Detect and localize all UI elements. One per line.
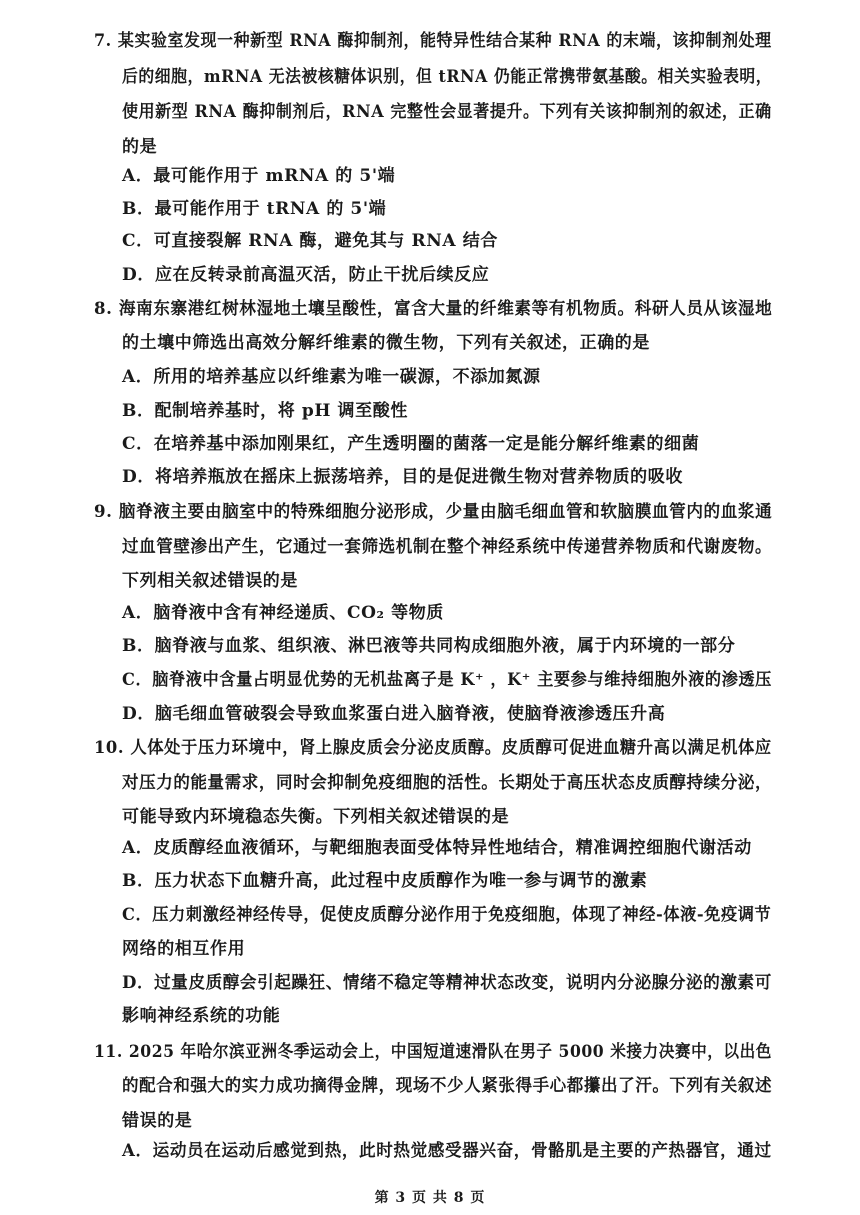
q10-option-c-cont: 网络的相互作用 (122, 939, 246, 959)
q8-line-1: 8. 海南东寨港红树林湿地土壤呈酸性，富含大量的纤维素等有机物质。科研人员从该湿地 (94, 299, 773, 319)
q9-option-c: C．脑脊液中含量占明显优势的无机盐离子是 K⁺ ，K⁺ 主要参与维持细胞外液的渗透压 (122, 670, 772, 690)
q10-option-a: A．皮质醇经血液循环，与靶细胞表面受体特异性地结合，精准调控细胞代谢活动 (122, 838, 752, 858)
q11-line-2: 的配合和强大的实力成功摘得金牌，现场不少人紧张得手心都攥出了汗。下列有关叙述 (122, 1076, 773, 1096)
q9-line-3: 下列相关叙述错误的是 (122, 571, 298, 591)
q7-line-1: 7. 某实验室发现一种新型 RNA 酶抑制剂，能特异性结合某种 RNA 的末端，该抑制剂处理 (94, 31, 772, 51)
q7-line-4: 的是 (122, 137, 158, 157)
q9-line-1: 9. 脑脊液主要由脑室中的特殊细胞分泌形成，少量由脑毛细血管和软脑膜血管内的血浆通 (94, 502, 773, 522)
q11-line-3: 错误的是 (122, 1111, 193, 1131)
q9-option-d: D．脑毛细血管破裂会导致血浆蛋白进入脑脊液，使脑脊液渗透压升高 (122, 704, 666, 724)
q9-number: 9. (94, 502, 113, 522)
q10-line-1: 10. 人体处于压力环境中，肾上腺皮质会分泌皮质醇。皮质醇可促进血糖升高以满足机体应 (94, 738, 772, 758)
q9-option-b: B．脑脊液与血浆、组织液、淋巴液等共同构成细胞外液，属于内环境的一部分 (122, 636, 736, 656)
q8-number: 8. (94, 299, 113, 319)
page-footer: 第 3 页 共 8 页 (374, 1190, 486, 1206)
q7-line-3: 使用新型 RNA 酶抑制剂后，RNA 完整性会显著提升。下列有关该抑制剂的叙述，正确 (122, 102, 772, 122)
q11-line-1: 11. 2025 年哈尔滨亚洲冬季运动会上，中国短道速滑队在男子 5000 米接力决赛中，以出色 (94, 1042, 772, 1062)
q7-option-a: A．最可能作用于 mRNA 的 5'端 (122, 166, 396, 186)
q7-line-2: 后的细胞，mRNA 无法被核糖体识别，但 tRNA 仍能正常携带氨基酸。相关实验表明， (122, 67, 773, 87)
q8-option-a: A．所用的培养基应以纤维素为唯一碳源，不添加氮源 (122, 367, 541, 387)
q10-option-c: C．压力刺激经神经传导，促使皮质醇分泌作用于免疫细胞，体现了神经-体液-免疫调节 (122, 905, 772, 925)
q10-option-b: B．压力状态下血糖升高，此过程中皮质醇作为唯一参与调节的激素 (122, 871, 648, 891)
q7-option-c: C．可直接裂解 RNA 酶，避免其与 RNA 结合 (122, 231, 498, 251)
q8-option-c: C．在培养基中添加刚果红，产生透明圈的菌落一定是能分解纤维素的细菌 (122, 434, 700, 454)
q7-option-b: B．最可能作用于 tRNA 的 5'端 (122, 199, 387, 219)
q11-option-a: A．运动员在运动后感觉到热，此时热觉感受器兴奋，骨骼肌是主要的产热器官，通过 (122, 1141, 772, 1161)
q9-line-2: 过血管壁渗出产生，它通过一套筛选机制在整个神经系统中传递营养物质和代谢废物。 (122, 537, 773, 557)
q8-option-d: D．将培养瓶放在摇床上振荡培养，目的是促进微生物对营养物质的吸收 (122, 467, 683, 487)
q8-line-2: 的土壤中筛选出高效分解纤维素的微生物，下列有关叙述，正确的是 (122, 333, 650, 353)
q8-option-b: B．配制培养基时，将 pH 调至酸性 (122, 401, 408, 421)
q9-option-a: A．脑脊液中含有神经递质、CO₂ 等物质 (122, 603, 444, 623)
q10-option-d-cont: 影响神经系统的功能 (122, 1006, 281, 1026)
q11-number: 11. (94, 1042, 123, 1062)
q10-option-d: D．过量皮质醇会引起躁狂、情绪不稳定等精神状态改变，说明内分泌腺分泌的激素可 (122, 973, 772, 993)
q10-line-3: 可能导致内环境稳态失衡。下列相关叙述错误的是 (122, 807, 510, 827)
q10-number: 10. (94, 738, 125, 758)
q7-number: 7. (94, 31, 112, 51)
q10-line-2: 对压力的能量需求，同时会抑制免疫细胞的活性。长期处于高压状态皮质醇持续分泌， (122, 773, 773, 793)
q7-option-d: D．应在反转录前高温灭活，防止干扰后续反应 (122, 265, 490, 285)
